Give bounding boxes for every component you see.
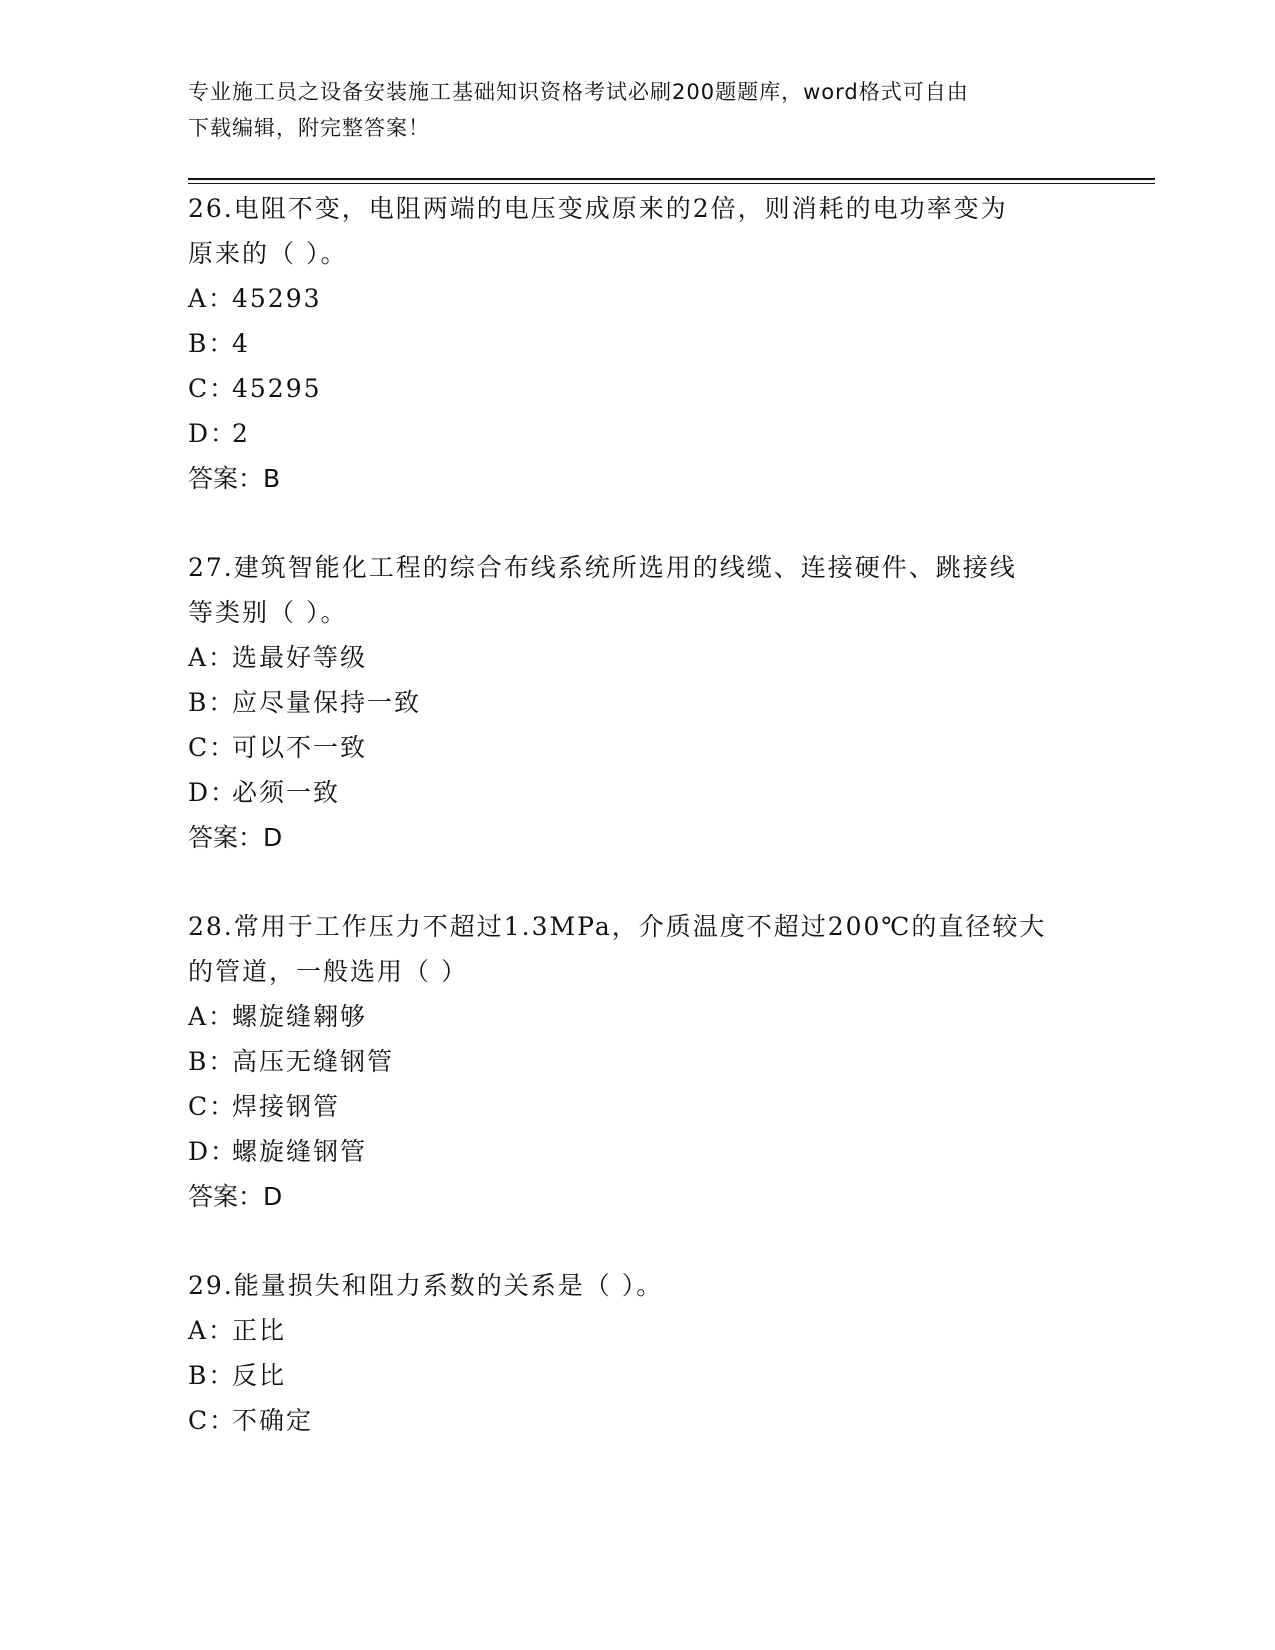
option-key: B： bbox=[188, 1361, 236, 1390]
header-title-line-1: 专业施工员之设备安装施工基础知识资格考试必刷200题题库，word格式可自由 bbox=[188, 80, 969, 104]
question-stem-line-1: 26.电阻不变，电阻两端的电压变成原来的2倍，则消耗的电功率变为 bbox=[188, 194, 1008, 223]
option-a bbox=[188, 635, 1088, 680]
option-text: 45293 bbox=[232, 284, 322, 313]
option-b bbox=[188, 680, 1088, 725]
answer-line: 答案：D bbox=[188, 823, 283, 852]
option-c bbox=[188, 1398, 1088, 1443]
question-29 bbox=[188, 1263, 1088, 1443]
question-stem-line-1: 29.能量损失和阻力系数的关系是（ ）。 bbox=[188, 1271, 664, 1300]
header-divider-thick bbox=[188, 178, 1155, 180]
question-stem-line-2: 原来的（ ）。 bbox=[188, 239, 348, 268]
option-b bbox=[188, 1039, 1088, 1084]
question-28 bbox=[188, 904, 1088, 1219]
question-stem-line-1: 28.常用于工作压力不超过1.3MPa，介质温度不超过200℃的直径较大 bbox=[188, 912, 1047, 941]
option-key: C： bbox=[188, 733, 237, 762]
option-key: D： bbox=[188, 419, 238, 448]
question-27 bbox=[188, 545, 1088, 860]
document-header bbox=[188, 74, 1078, 146]
question-stem-line-2: 等类别（ ）。 bbox=[188, 598, 348, 627]
option-a bbox=[188, 994, 1088, 1039]
option-d bbox=[188, 411, 1088, 456]
option-text: 应尽量保持一致 bbox=[232, 688, 422, 717]
option-b bbox=[188, 321, 1088, 366]
option-key: A： bbox=[188, 284, 236, 313]
option-key: B： bbox=[188, 1047, 236, 1076]
option-key: C： bbox=[188, 1092, 237, 1121]
option-key: C： bbox=[188, 1406, 237, 1435]
option-text: 4 bbox=[232, 329, 250, 358]
question-stem-line-1: 27.建筑智能化工程的综合布线系统所选用的线缆、连接硬件、跳接线 bbox=[188, 553, 1017, 582]
option-text: 螺旋缝翱够 bbox=[232, 1002, 368, 1031]
option-key: C： bbox=[188, 374, 237, 403]
answer-line: 答案：D bbox=[188, 1182, 283, 1211]
option-text: 可以不一致 bbox=[232, 733, 368, 762]
option-text: 焊接钢管 bbox=[232, 1092, 341, 1121]
header-divider-thin bbox=[188, 183, 1155, 184]
option-b bbox=[188, 1353, 1088, 1398]
option-key: D： bbox=[188, 778, 238, 807]
option-text: 45295 bbox=[232, 374, 322, 403]
option-key: D： bbox=[188, 1137, 238, 1166]
option-c bbox=[188, 366, 1088, 411]
option-text: 螺旋缝钢管 bbox=[232, 1137, 368, 1166]
option-key: B： bbox=[188, 329, 236, 358]
option-text: 反比 bbox=[232, 1361, 287, 1390]
option-key: A： bbox=[188, 1316, 236, 1345]
option-d bbox=[188, 770, 1088, 815]
option-key: B： bbox=[188, 688, 236, 717]
option-text: 必须一致 bbox=[232, 778, 341, 807]
option-text: 高压无缝钢管 bbox=[232, 1047, 395, 1076]
option-text: 2 bbox=[232, 419, 250, 448]
option-text: 选最好等级 bbox=[232, 643, 368, 672]
option-key: A： bbox=[188, 1002, 236, 1031]
option-key: A： bbox=[188, 643, 236, 672]
question-stem-line-2: 的管道，一般选用（ ） bbox=[188, 957, 468, 986]
option-text: 正比 bbox=[232, 1316, 287, 1345]
option-c bbox=[188, 725, 1088, 770]
question-26 bbox=[188, 186, 1088, 501]
option-c bbox=[188, 1084, 1088, 1129]
option-text: 不确定 bbox=[232, 1406, 314, 1435]
option-a bbox=[188, 276, 1088, 321]
header-title-line-2: 下载编辑，附完整答案！ bbox=[188, 116, 430, 140]
option-d bbox=[188, 1129, 1088, 1174]
option-a bbox=[188, 1308, 1088, 1353]
answer-line: 答案：B bbox=[188, 464, 281, 493]
